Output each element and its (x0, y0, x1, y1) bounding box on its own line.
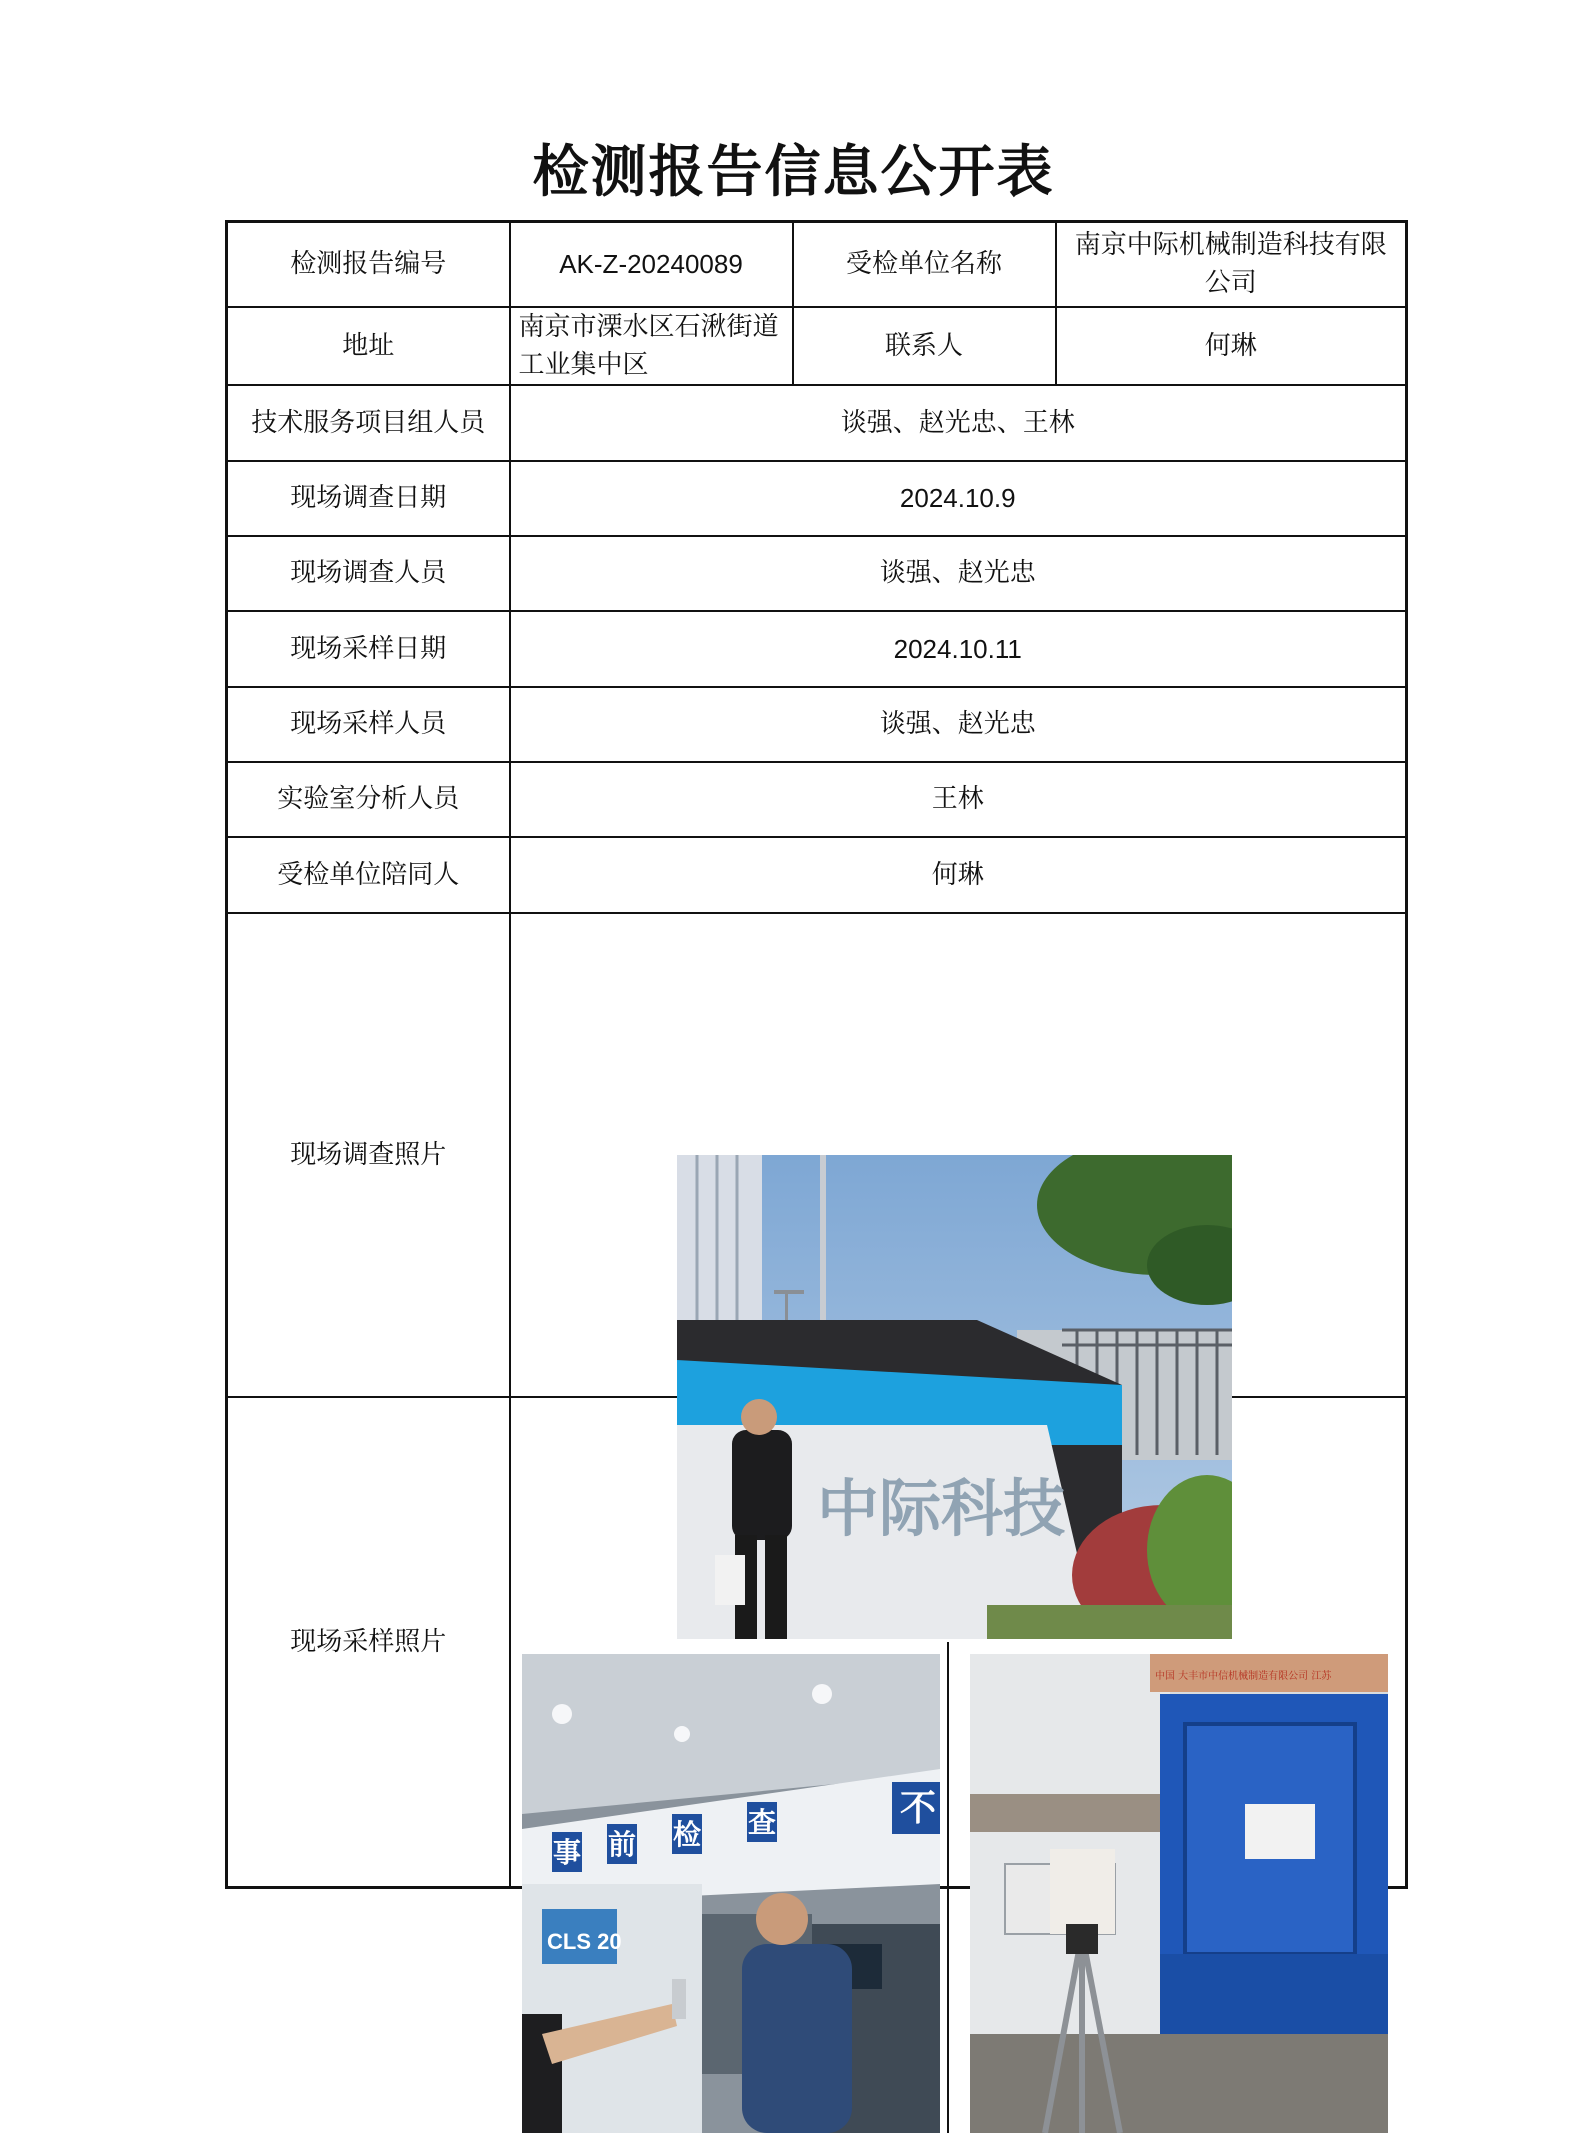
survey-staff-value: 谈强、赵光忠 (510, 536, 1407, 611)
address-label: 地址 (227, 307, 510, 385)
contact-label: 联系人 (793, 307, 1056, 385)
survey-photo-cell (510, 913, 1407, 1544)
sampling-date-label: 现场采样日期 (227, 611, 510, 687)
sampling-photo-label: 现场采样照片 (227, 1397, 510, 1888)
team-value: 谈强、赵光忠、王林 (510, 385, 1407, 461)
survey-photo (677, 1155, 1232, 1639)
team-label: 技术服务项目组人员 (227, 385, 510, 461)
survey-date-label: 现场调查日期 (227, 461, 510, 536)
escort-label: 受检单位陪同人 (227, 837, 510, 913)
sampling-staff-value: 谈强、赵光忠 (510, 687, 1407, 762)
survey-photo-label: 现场调查照片 (227, 913, 510, 1397)
sampling-photo-machine (970, 1654, 1388, 2133)
unit-name-label: 受检单位名称 (793, 222, 1056, 307)
survey-date-value: 2024.10.9 (510, 461, 1407, 536)
sampling-staff-label: 现场采样人员 (227, 687, 510, 762)
survey-staff-label: 现场调查人员 (227, 536, 510, 611)
report-no-value: AK-Z-20240089 (510, 222, 793, 307)
address-value: 南京市溧水区石湫街道工业集中区 (510, 307, 793, 385)
banner-char-3: 检 (672, 1817, 701, 1851)
escort-value: 何琳 (510, 837, 1407, 913)
machine-label: CLS 20 (546, 1928, 622, 1954)
report-no-label: 检测报告编号 (227, 222, 510, 307)
contact-value: 何琳 (1056, 307, 1407, 385)
banner-char-4: 查 (747, 1805, 776, 1839)
unit-name-value: 南京中际机械制造科技有限公司 (1056, 222, 1407, 307)
report-table (225, 220, 1408, 1954)
sampling-photo-workshop (522, 1654, 940, 2133)
lab-staff-label: 实验室分析人员 (227, 762, 510, 837)
sampling-date-value: 2024.10.11 (510, 611, 1407, 687)
page-title: 检测报告信息公开表 (532, 140, 1055, 205)
banner-char-2: 前 (607, 1827, 636, 1861)
lab-staff-value: 王林 (510, 762, 1407, 837)
machine-plate: 中国 大丰市中信机械制造有限公司 江苏 (1154, 1670, 1331, 1682)
survey-photo-sign: 中际科技 (816, 1474, 1065, 1544)
banner-char-5: 不 (899, 1787, 936, 1829)
banner-char-1: 事 (552, 1835, 581, 1869)
